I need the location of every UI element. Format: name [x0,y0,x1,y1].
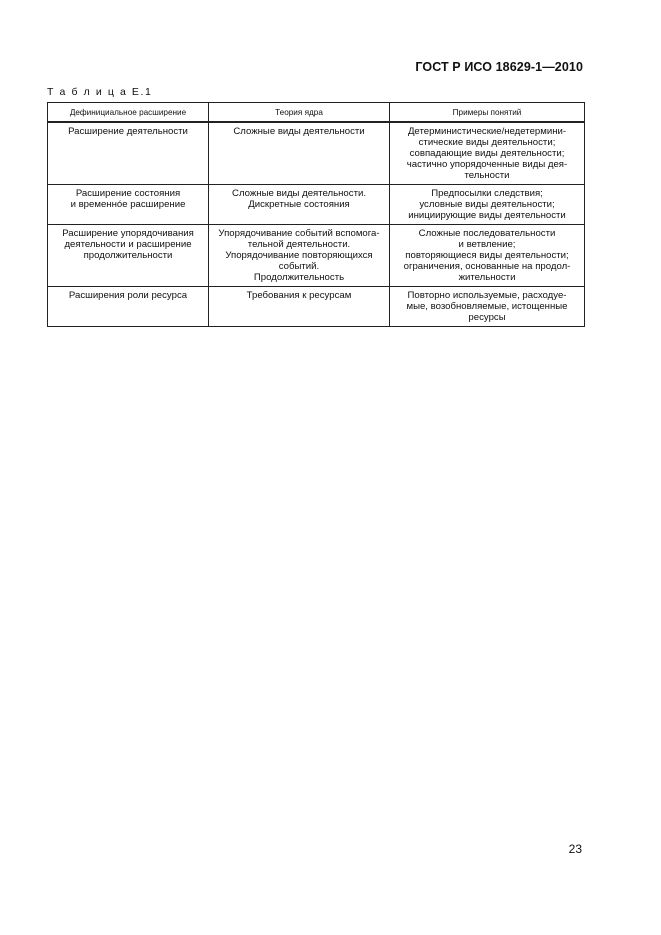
table-row [48,122,585,185]
table-row [48,225,585,287]
cell-text-line: мые, возобновляемые, истощенные [406,301,568,312]
cell-text-line: Расширение упорядочивания [62,228,194,239]
cell-text-line: повторяющиеся виды деятельности; [405,250,569,261]
cell-text-line: Продолжительность [253,272,345,283]
cell-text-line: Расширение состояния [75,188,181,199]
cell-text-line: Сложные последовательности [418,228,556,239]
cell-examples [390,287,585,327]
cell-text-line: Дискретные состояния [248,199,350,210]
cell-core-theory [209,122,390,185]
column-header-core-theory: Теория ядра [209,103,390,123]
cell-core-theory [209,225,390,287]
document-header: ГОСТ Р ИСО 18629-1—2010 [415,60,583,74]
cell-text-line: продолжительности [83,250,173,261]
definitional-extensions-table [47,102,585,327]
cell-text-line: ограничения, основанные на продол- [403,261,571,272]
cell-text-line: инициирующие виды деятельности [408,210,566,221]
cell-text-line: тельной деятельности. [247,239,351,250]
cell-text-line: Повторно используемые, расходуе- [407,290,567,301]
column-header-extension: Дефинициальное расширение [48,103,209,123]
cell-text-line: Сложные виды деятельности [233,126,365,137]
cell-text-line: Упорядочивание событий вспомога- [218,228,380,239]
cell-text-line: тельности [464,170,510,181]
cell-text-line: стические виды деятельности; [418,137,556,148]
table-row [48,287,585,327]
cell-text-line: Упорядочивание повторяющихся [225,250,373,261]
cell-extension [48,225,209,287]
cell-text-line: условные виды деятельности; [419,199,555,210]
cell-extension [48,185,209,225]
cell-core-theory [209,185,390,225]
cell-text-line: Расширения роли ресурса [68,290,188,301]
cell-extension [48,122,209,185]
cell-text-line: событий. [278,261,320,272]
cell-text-line: деятельности и расширение [64,239,192,250]
cell-text-line: Предпосылки следствия; [431,188,543,199]
cell-text-line: жительности [458,272,516,283]
cell-text-line: ресурсы [468,312,506,323]
column-header-examples: Примеры понятий [390,103,585,123]
table-header-row [48,103,585,123]
cell-core-theory [209,287,390,327]
cell-examples [390,225,585,287]
cell-text-line: Расширение деятельности [68,126,188,137]
table-caption: Т а б л и ц а Е.1 [47,86,153,98]
cell-text-line: и ветвление; [458,239,516,250]
page-number: 23 [568,842,582,856]
cell-text-line: Сложные виды деятельности. [232,188,366,199]
table-row [48,185,585,225]
cell-examples [390,122,585,185]
cell-text-line: и временнóе расширение [70,199,186,210]
cell-examples [390,185,585,225]
cell-extension [48,287,209,327]
cell-text-line: совпадающие виды деятельности; [409,148,565,159]
cell-text-line: Требования к ресурсам [246,290,352,301]
cell-text-line: Детерминистические/недетермини- [407,126,567,137]
cell-text-line: частично упорядоченные виды дея- [406,159,568,170]
